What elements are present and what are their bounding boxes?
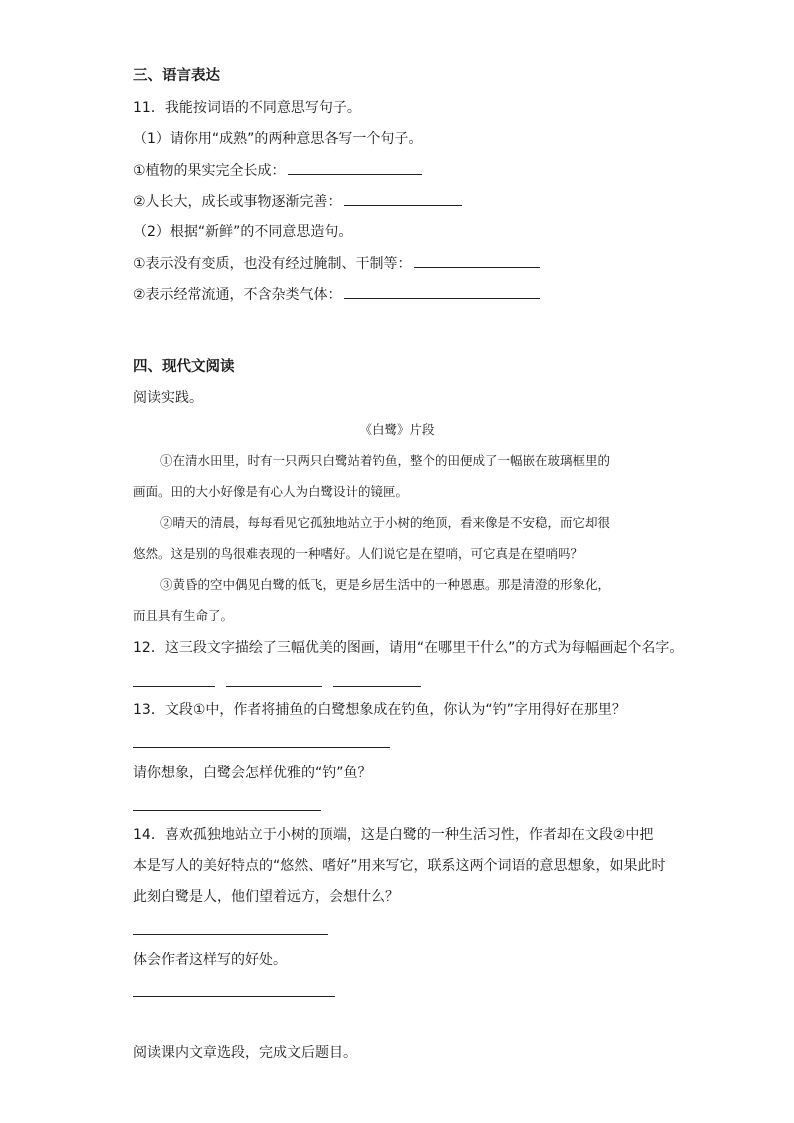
question-14-stem-line-3: 此刻白鹭是人，他们望着远方，会想什么？ [133,889,399,905]
question-12-stem: 12．这三段文字描绘了三幅优美的图画，请用“在哪里干什么”的方式为每幅画起个名字。 [133,640,684,656]
passage-paragraph-2-line-2: 悠然。这是别的鸟很难表现的一种嗜好。人们说它是在望哨，可它真是在望哨吗？ [133,546,584,561]
question-11-part-1-b [133,191,462,212]
question-11-part-2-b [133,284,540,305]
question-11-part-1: （1）请你用“成熟”的两种意思各写一个句子。 [133,131,423,147]
passage-paragraph-2-line-1: ②晴天的清晨，每每看见它孤独地站立于小树的绝顶，看来像是不安稳，而它却很 [160,515,611,530]
question-13-sub: 请你想象，白鹭会怎样优雅的“钓”鱼？ [133,765,372,781]
passage-paragraph-3-line-2: 而且具有生命了。 [133,608,234,623]
answer-blank-12-1[interactable] [133,686,215,687]
answer-blank-14-1[interactable] [133,934,328,935]
answer-blank-12-3[interactable] [333,686,421,687]
answer-blank[interactable] [344,191,462,206]
answer-blank-12-2[interactable] [226,686,322,687]
prompt-text: ①植物的果实完全长成： [133,163,286,179]
answer-blank-13-1[interactable] [133,747,390,748]
question-14-sub: 体会作者这样写的好处。 [133,952,287,968]
answer-blank[interactable] [344,284,540,299]
prompt-text: ②表示经常流通，不含杂类气体： [133,287,342,303]
question-11-part-1-a [133,160,422,181]
passage-paragraph-1-line-2: 画面。田的大小好像是有心人为白鹭设计的镜匣。 [133,484,409,499]
question-13-stem: 13．文段①中，作者将捕鱼的白鹭想象成在钓鱼，你认为“钓”字用得好在那里？ [133,702,626,718]
reading-intro: 阅读实践。 [133,390,203,406]
answer-blank[interactable] [288,160,422,175]
question-11-part-2: （2）根据“新鲜”的不同意思造句。 [133,224,353,240]
answer-blank[interactable] [414,253,540,268]
answer-blank-13-2[interactable] [133,810,321,811]
passage-title: 《白鹭》片段 [359,422,435,437]
passage-paragraph-3-line-1: ③黄昏的空中偶见白鹭的低飞，更是乡居生活中的一种恩惠。那是清澄的形象化， [160,577,611,592]
reading-outro: 阅读课内文章选段，完成文后题目。 [133,1045,357,1061]
question-14-stem-line-2: 本是写人的美好特点的“悠然、嗜好”用来写它，联系这两个词语的意思想象，如果此时 [133,858,666,874]
section-heading-modern-reading: 四、现代文阅读 [133,359,235,375]
question-11-stem: 11．我能按词语的不同意思写句子。 [133,100,361,116]
passage-paragraph-1-line-1: ①在清水田里，时有一只两只白鹭站着钓鱼，整个的田便成了一幅嵌在玻璃框里的 [160,453,611,468]
prompt-text: ①表示没有变质，也没有经过腌制、干制等： [133,256,412,272]
question-11-part-2-a [133,253,540,274]
section-heading-language-expression: 三、语言表达 [133,68,220,84]
prompt-text: ②人长大，成长或事物逐渐完善： [133,194,342,210]
answer-blank-14-2[interactable] [133,996,335,997]
question-14-stem-line-1: 14．喜欢孤独地站立于小树的顶端，这是白鹭的一种生活习性，作者却在文段②中把 [133,827,654,843]
